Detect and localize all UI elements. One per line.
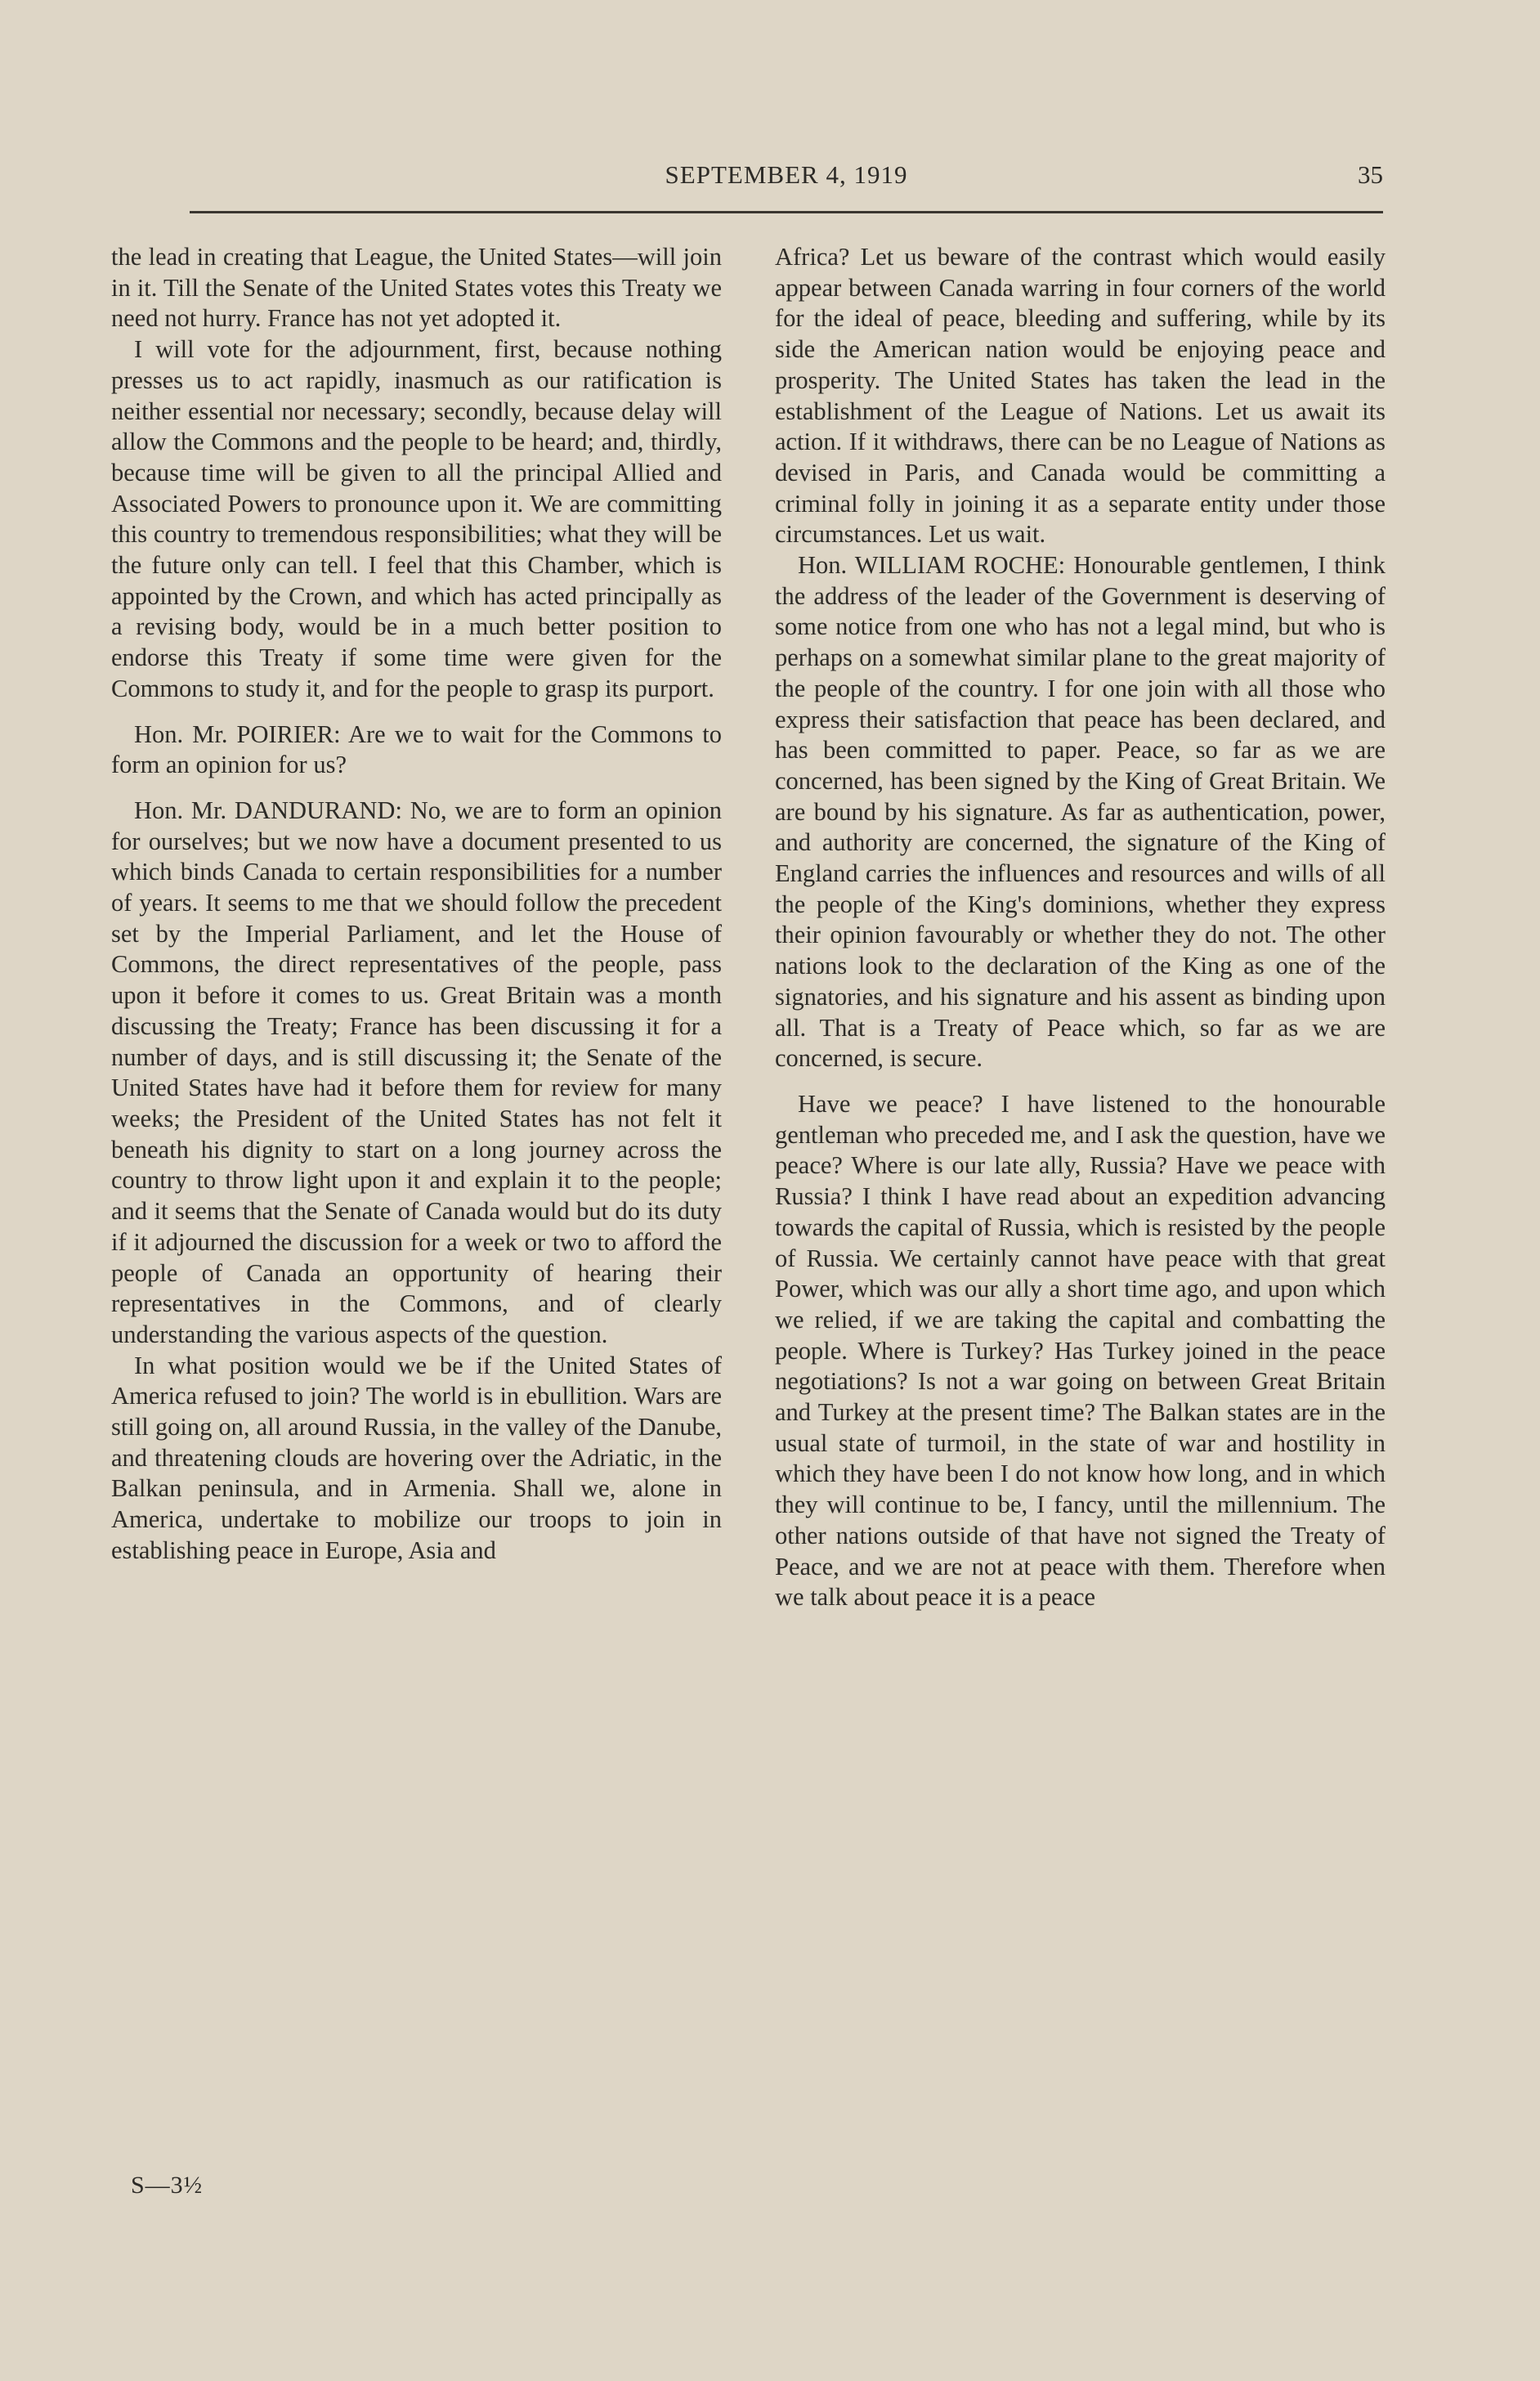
right-column: [775, 242, 1386, 1613]
paragraph-continuation: the lead in creating that League, the United States—will join in it. Till the Senate of the United States votes this Treaty we need not hurry. France has not yet adopted it.: [111, 243, 722, 333]
page-number: 35: [1358, 160, 1383, 189]
signature-mark: S—3½: [131, 2172, 204, 2199]
paragraph-dandurand: Hon. Mr. DANDURAND: No, we are to form an opinion for ourselves; but we now have a document presented to us which binds Canada to certain responsibilities for a number of years. It seems to me that we should follow the precedent set by the Imperial Parliament, and let the House of Commons, the direct representatives of the people, pass upon it before it comes to us. Great Britain was a month discussing the Treaty; France has been discussing it for a number of days, and is still discussing it; the Senate of the United States have had it before them for review for many weeks; the President of the United States has not felt it beneath his dignity to start on a long journey across the country to throw light upon it and explain it to the people; and it seems that the Senate of Canada would but do its duty if it adjourned the discussion for a week or two to afford the people of Canada an opportunity of hearing their representatives in the Commons, and of clearly understanding the various aspects of the question.: [111, 796, 722, 1348]
left-column: [111, 242, 722, 1567]
running-head-date: SEPTEMBER 4, 1919: [665, 160, 908, 189]
paragraph-have-we-peace: Have we peace? I have listened to the honourable gentleman who preceded me, and I ask the question, have we peace? Where is our late ally, Russia? Have we peace with Russia? I think I have read about an expedition advancing towards the capital of Russia, which is resisted by the people of Russia. We certainly cannot have peace with that great Power, which was our ally a short time ago, and upon which we relied, if we are taking the capital and combatting the people. Where is Turkey? Has Turkey joined in the peace negotiations? Is not a war going on between Great Britain and Turkey at the present time? The Balkan states are in the usual state of turmoil, in the state of war and hostility in which they have been I do not know how long, and in which they will continue to be, I fancy, until the millennium. The other nations outside of that have not signed the Treaty of Peace, and we are not at peace with them. Therefore when we talk about peace it is a peace: [775, 1089, 1386, 1612]
page-header: [190, 160, 1383, 193]
paragraph-roche: Hon. WILLIAM ROCHE: Honourable gentlemen, I think the address of the leader of the Government is deserving of some notice from one who has not a legal mind, but who is perhaps on a somewhat similar plane to the great majority of the people of the country. I for one join with all those who express their satisfaction that peace has been declared, and has been committed to paper. Peace, so far as we are concerned, has been signed by the King of Great Britain. We are bound by his signature. As far as authentication, power, and authority are concerned, the signature of the King of England carries the influences and resources and wills of all the people of the King's dominions, whether they express their opinion favourably or whether they do not. The other nations look to the declaration of the King as one of the signatories, and his signature and his assent as binding upon all. That is a Treaty of Peace which, so far as we are concerned, is secure.: [775, 551, 1386, 1073]
paragraph-poirier: Hon. Mr. POIRIER: Are we to wait for the Commons to form an opinion for us?: [111, 720, 722, 779]
paragraph-africa: Africa? Let us beware of the contrast which would easily appear between Canada warring in four corners of the world for the ideal of peace, bleeding and suffering, while by its side the American nation would be enjoying peace and prosperity. The United States has taken the lead in the establishment of the League of Nations. Let us await its action. If it withdraws, there can be no League of Nations as devised in Paris, and Canada would be committing a criminal folly in joining it as a separate entity under those circumstances. Let us wait.: [775, 243, 1386, 549]
paragraph-adjournment: I will vote for the adjournment, first, because nothing presses us to act rapidly, inasmuch as our ratification is neither essential nor necessary; secondly, because delay will allow the Commons and the people to be heard; and, thirdly, because time will be given to all the principal Allied and Associated Powers to pronounce upon it. We are committing this country to tremendous responsibilities; what they will be the future only can tell. I feel that this Chamber, which is appointed by the Crown, and which has acted principally as a revising body, would be in a much better position to endorse this Treaty if some time were given for the Commons to study it, and for the people to grasp its purport.: [111, 335, 722, 702]
header-rule: [190, 211, 1383, 213]
paragraph-position: In what position would we be if the United States of America refused to join? The world is in ebullition. Wars are still going on, all around Russia, in the valley of the Danube, and threatening clouds are hovering over the Adriatic, in the Balkan peninsula, and in Armenia. Shall we, alone in America, undertake to mobilize our troops to join in establishing peace in Europe, Asia and: [111, 1351, 722, 1564]
